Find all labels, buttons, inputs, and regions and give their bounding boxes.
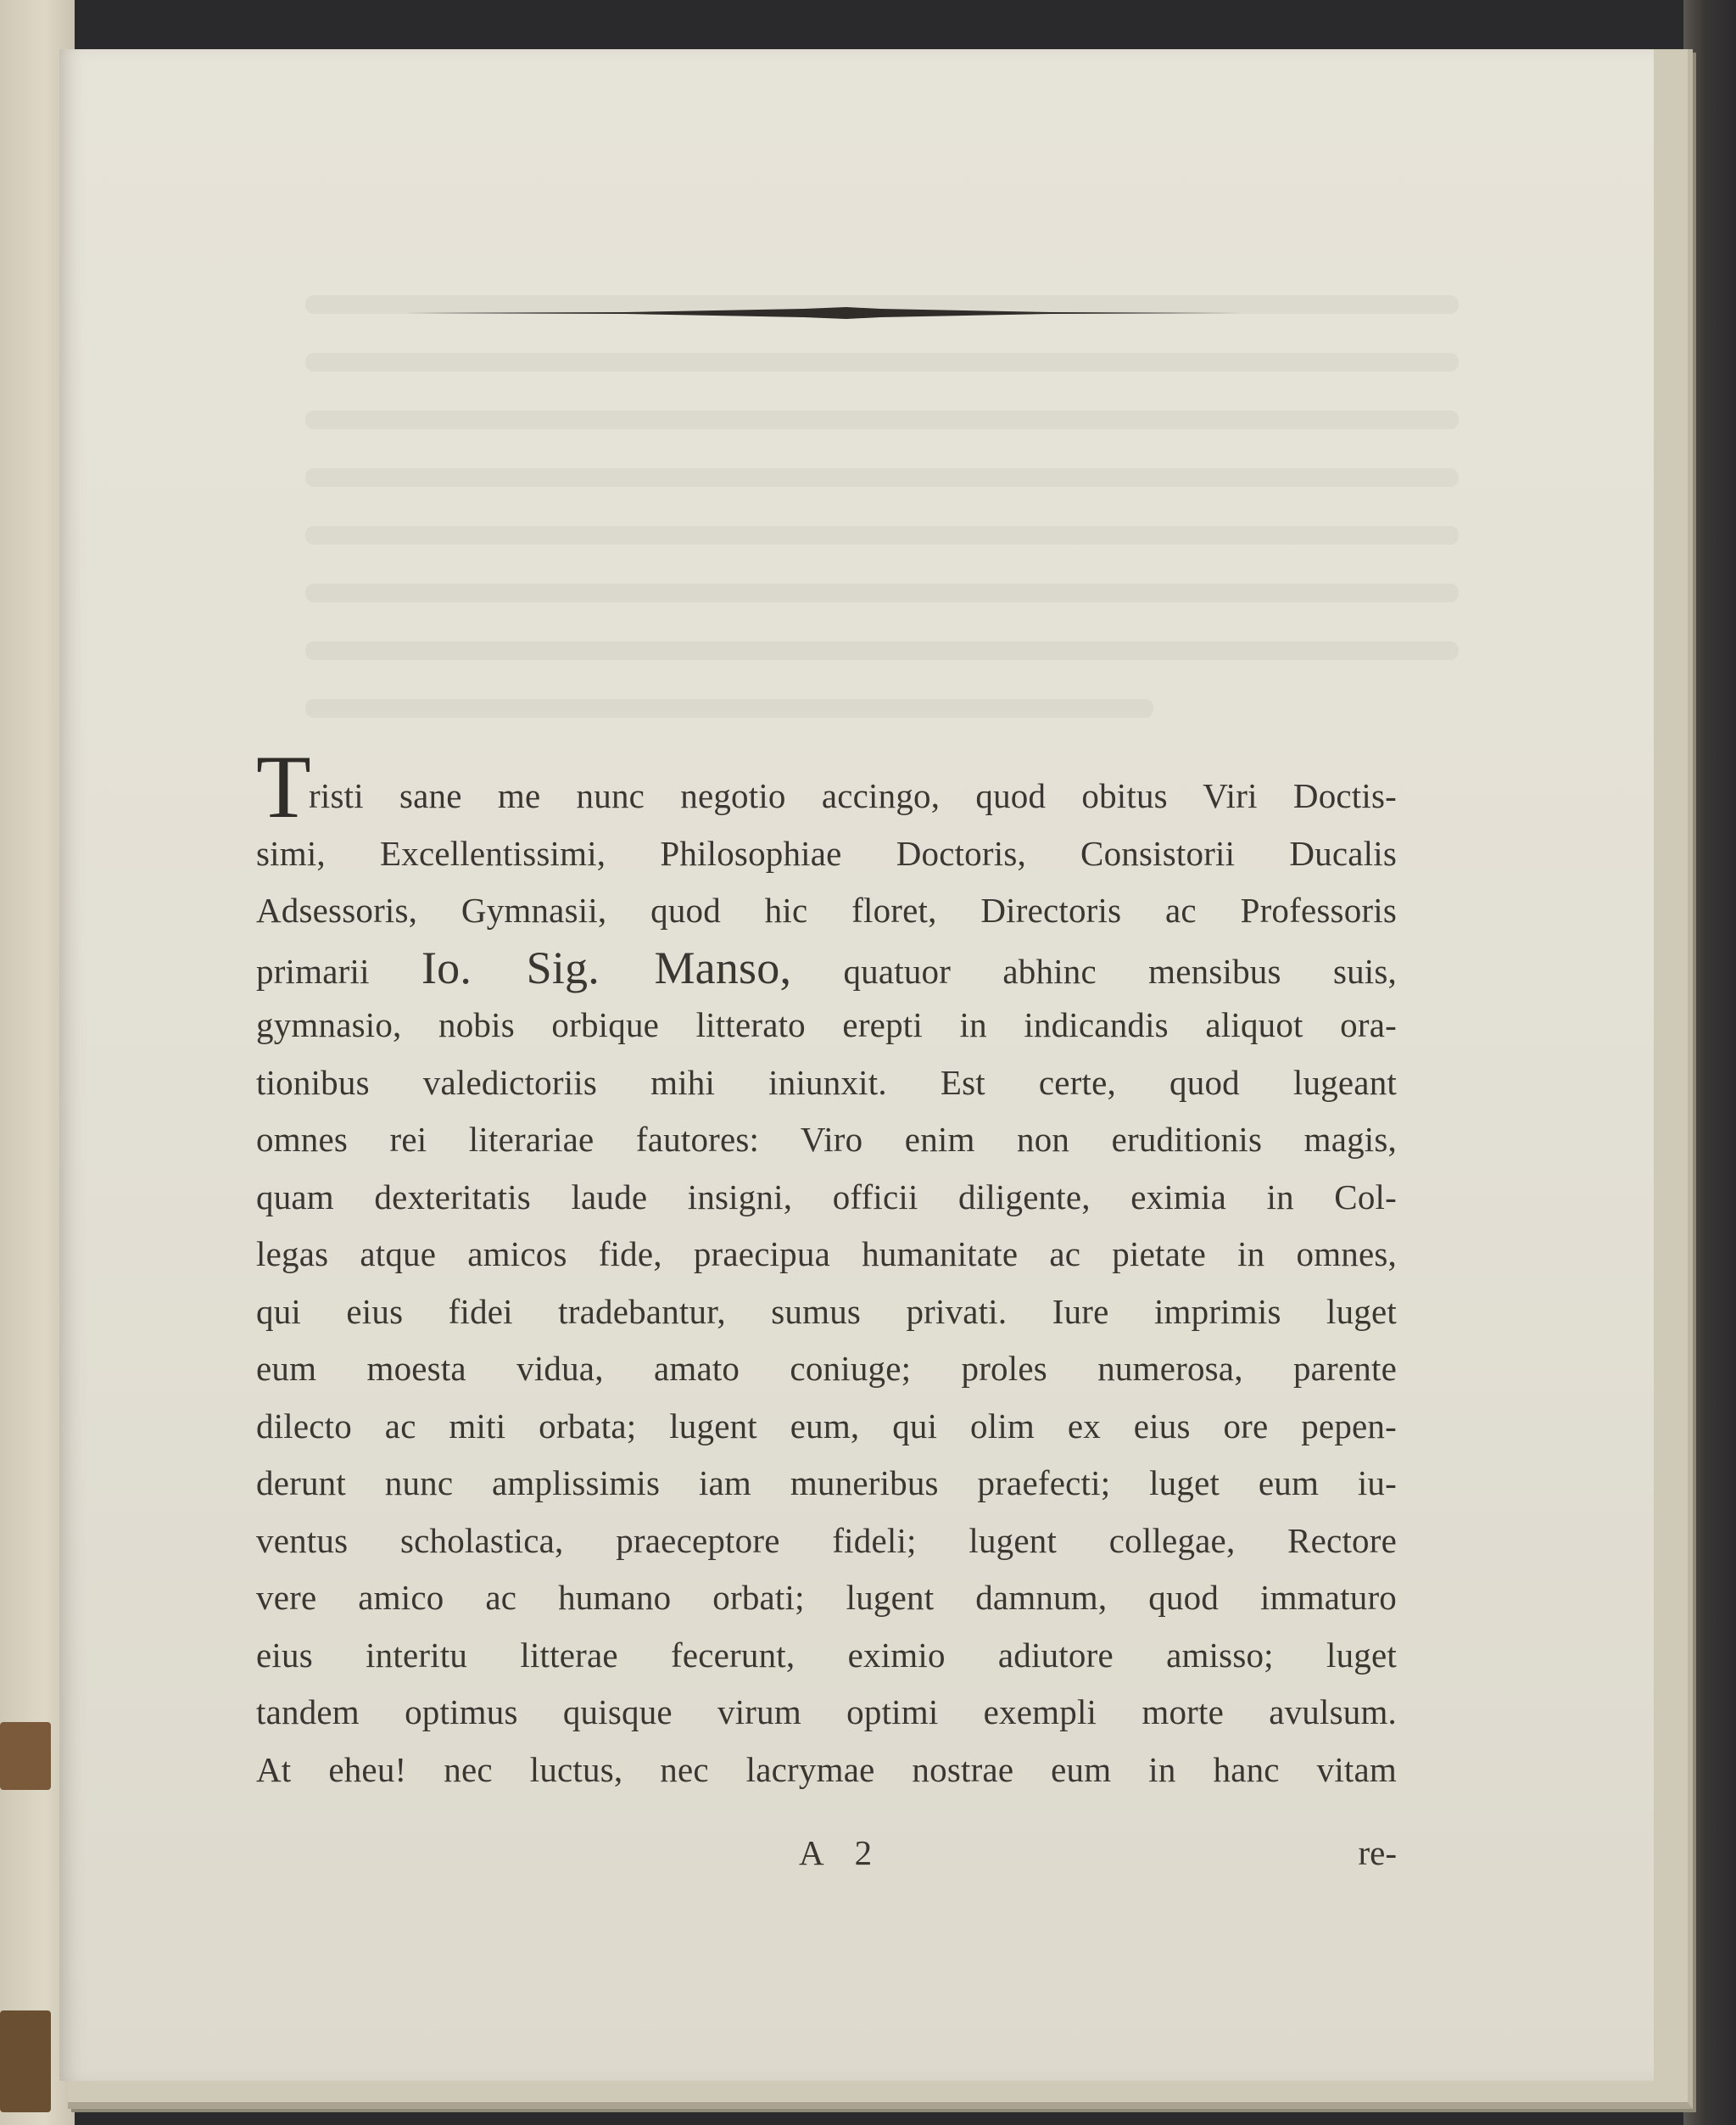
text-line-16: eius interitu litterae fecerunt, eximio adiutore amisso; luget — [256, 1635, 1397, 1675]
text-line-14: ventus scholastica, praeceptore fideli; lugent collegae, Rectore — [256, 1520, 1397, 1560]
torn-edge — [0, 1722, 51, 1790]
text-line-6: tionibus valedictoriis mihi iniunxit. Est certe, quod lugeant — [256, 1062, 1397, 1102]
signature-mark: A 2 — [799, 1833, 885, 1872]
text-line-10: qui eius fidei tradebantur, sumus privati. Iure imprimis luget — [256, 1291, 1397, 1331]
text-line-11: eum moesta vidua, amato coniuge; proles numerosa, parente — [256, 1349, 1397, 1388]
text-line-8: quam dexteritatis laude insigni, officii diligente, eximia in Col- — [256, 1177, 1397, 1216]
text-line-18: At eheu! nec luctus, nec lacrymae nostrae eum in hanc vitam — [256, 1749, 1397, 1789]
page-footer — [256, 1832, 1397, 1883]
text-line-2: simi, Excellentissimi, Philosophiae Doctoris, Consistorii Ducalis — [256, 833, 1397, 873]
text-line-9: legas atque amicos fide, praecipua humanitate ac pietate in omnes, — [256, 1234, 1397, 1273]
body-text — [256, 737, 1398, 1798]
ornamental-rule — [405, 307, 1241, 319]
text-line-1: T risti sane me nunc negotio accingo, quod obitus Viri Doctis- — [256, 737, 1397, 836]
name-highlight: Io. Sig. Manso, — [421, 942, 792, 993]
text-line-5: gymnasio, nobis orbique litterato erepti in indicandis aliquot ora- — [256, 1005, 1397, 1044]
text-line-12: dilecto ac miti orbata; lugent eum, qui olim ex eius ore pepen- — [256, 1406, 1397, 1446]
drop-cap: T — [256, 737, 311, 836]
text-line-7: omnes rei literariae fautores: Viro enim non eruditionis magis, — [256, 1120, 1397, 1159]
torn-edge-lower — [0, 2010, 51, 2112]
text-line-15: vere amico ac humano orbati; lugent damnum, quod immaturo — [256, 1578, 1397, 1617]
text-line-13: derunt nunc amplissimis iam muneribus praefecti; luget eum iu- — [256, 1463, 1397, 1502]
text-line-17: tandem optimus quisque virum optimi exempli morte avulsum. — [256, 1692, 1397, 1731]
catchword: re- — [1358, 1833, 1397, 1872]
text-line-4: primarii Io. Sig. Manso, quatuor abhinc mensibus suis, — [256, 942, 1398, 993]
text-line-3: Adsessoris, Gymnasii, quod hic floret, Directoris ac Professoris — [256, 891, 1397, 930]
